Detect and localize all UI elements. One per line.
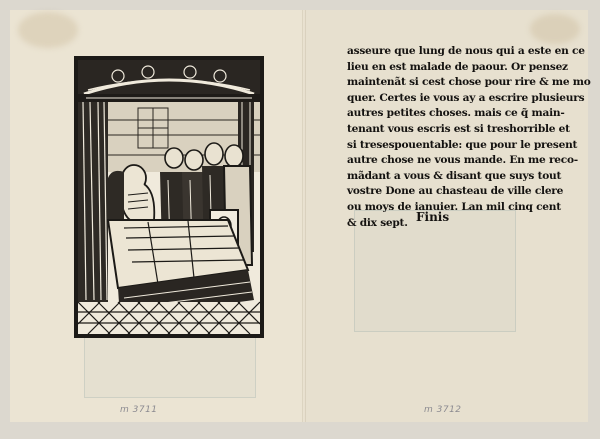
text-line: lieu en est malade de paour. Or pensez [347,60,568,73]
show-through-image [84,332,256,398]
text-line: tenant vous escris est si treshorrible et [347,122,570,135]
text-line: asseure que lung de nous qui a este en ce [347,45,585,57]
text-line: si tresespouentable: que pour le present [347,138,578,151]
text-line: autre chose ne vous mande. En me reco- [347,154,578,167]
book-spread [10,10,591,422]
woodcut-scene [78,60,260,334]
text-line: & dix sept. [347,216,408,229]
inventory-number-left: m 3711 [120,405,158,415]
text-line: quer. Certes ie vous ay a escrire plusieurs [347,91,585,104]
text-line: ou moys de ianuier. Lan mil cinq cent [347,200,561,213]
paper-stain [18,12,78,48]
text-line: mãdant a vous & disant que suys tout [347,169,562,182]
inventory-number-right: m 3712 [424,405,462,415]
woodcut-illustration [74,56,264,338]
finis-text: Finis [416,210,450,224]
text-line: autres petites choses. mais ce q̃ main- [347,107,565,120]
text-line: maintenãt si cest chose pour rire & me mo [347,76,591,89]
right-page-text-area [304,10,591,422]
text-line: vostre Done au chasteau de ville clere [347,185,564,198]
body-text [347,44,591,231]
